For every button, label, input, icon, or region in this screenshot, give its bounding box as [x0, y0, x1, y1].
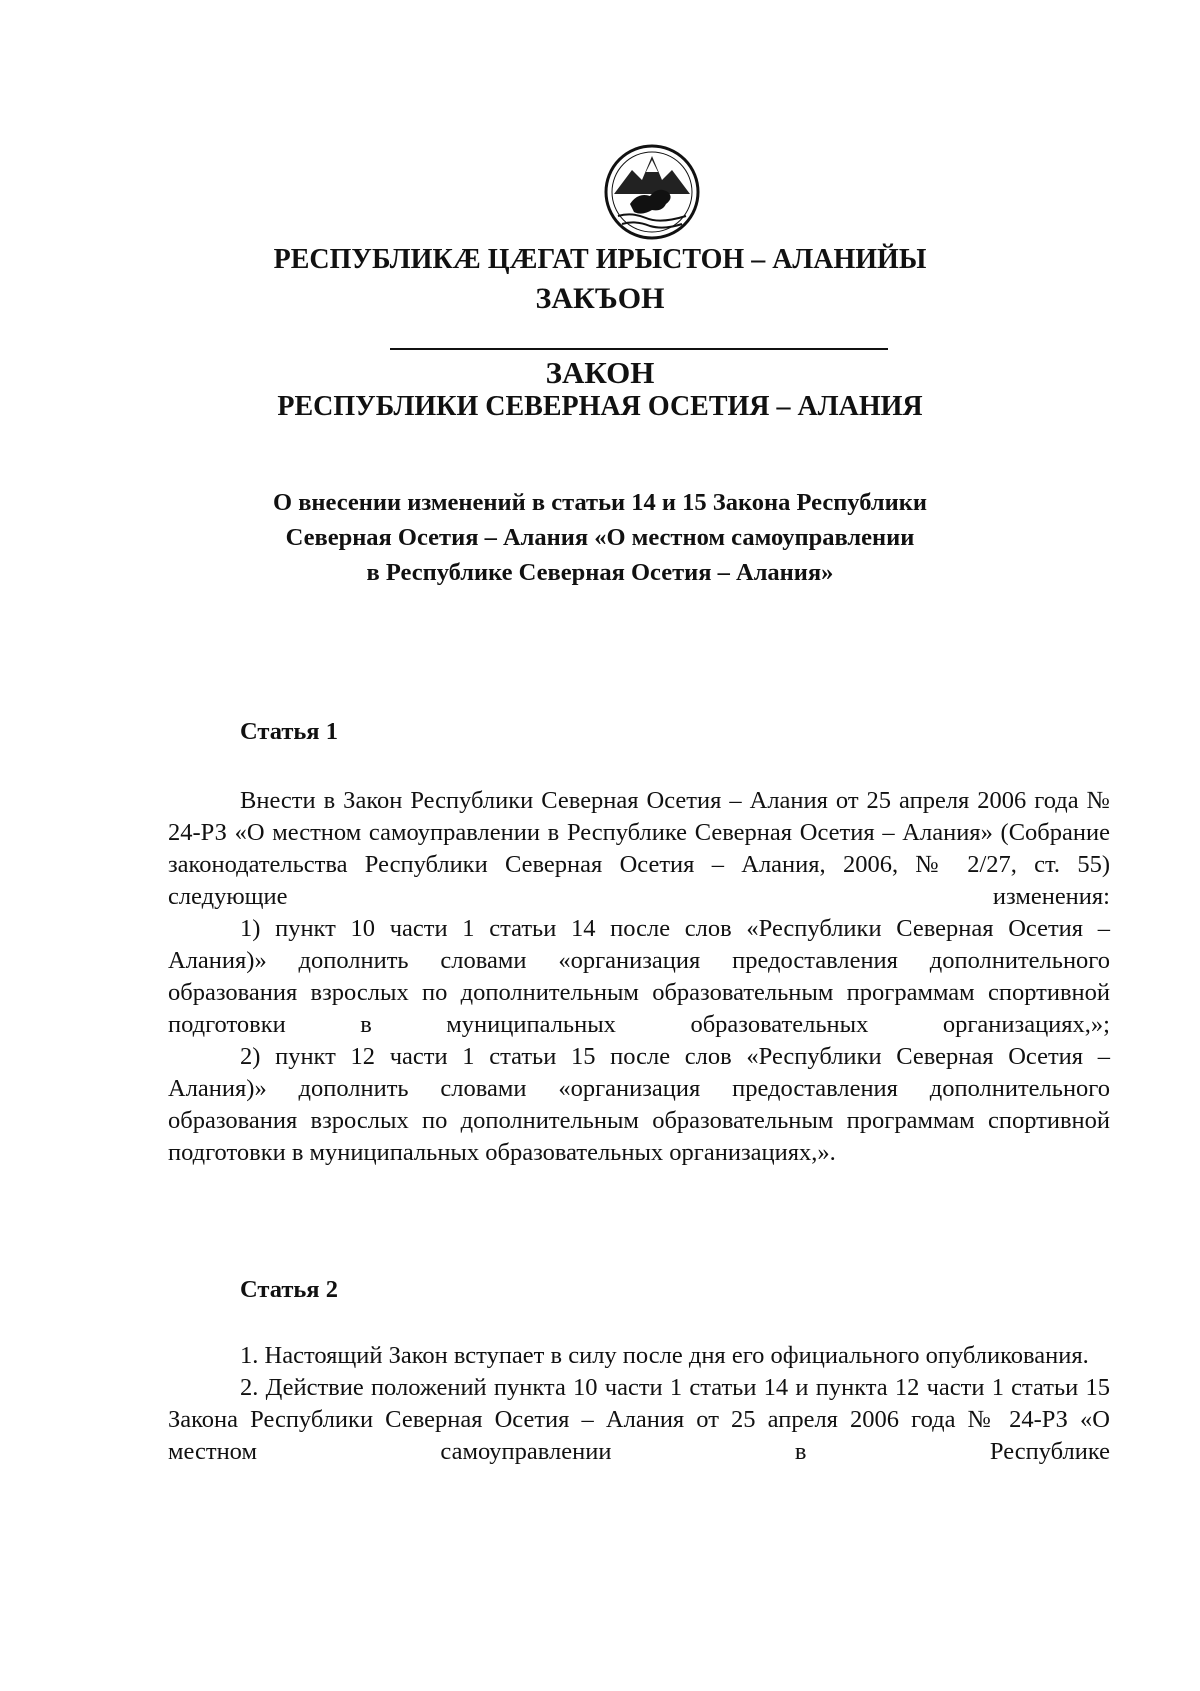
- article-1-item-1: 1) пункт 10 части 1 статьи 14 после слов «Республики Северная Осетия – Алания)» дополнить словами «организация предоставления дополнительного образования взрослых по дополнительным образовательным программам спортивной подготовки в муниципальных образовательных организациях,»;: [168, 915, 1110, 1038]
- article-2-item-2: 2. Действие положений пункта 10 части 1 статьи 14 и пункта 12 части 1 статьи 15 Закона Республики Северная Осетия – Алания от 25 апреля 2006 года № 24-РЗ «О местном самоуправлении в Республике: [168, 1374, 1110, 1465]
- ossetian-law-title: ЗАКЪОН: [535, 282, 665, 315]
- article-1-item-2: 2) пункт 12 части 1 статьи 15 после слов «Республики Северная Осетия – Алания)» дополнить словами «организация предоставления дополнительного образования взрослых по дополнительным образовательным программам спортивной подготовки в муниципальных образовательных организациях,».: [168, 1043, 1110, 1166]
- russian-law-title: ЗАКОН: [545, 355, 655, 390]
- article-1-intro: Внести в Закон Республики Северная Осетия – Алания от 25 апреля 2006 года № 24-РЗ «О местном самоуправлении в Республике Северная Осетия – Алания» (Собрание законодательства Республики Северная Осетия – Алания, 2006, № 2/27, ст. 55) следующие изменения:: [168, 787, 1110, 910]
- ossetian-republic-title: РЕСПУБЛИКӔ ЦӔГАТ ИРЫСТОН – АЛАНИЙЫ: [273, 244, 927, 275]
- article-1-title: Статья 1: [240, 718, 338, 745]
- russian-republic-title: РЕСПУБЛИКИ СЕВЕРНАЯ ОСЕТИЯ – АЛАНИЯ: [277, 391, 923, 422]
- article-2-item-1: 1. Настоящий Закон вступает в силу после дня его официального опубликования.: [240, 1342, 1089, 1369]
- header-divider: [390, 348, 888, 350]
- article-2-body: [168, 1340, 1110, 1468]
- article-2-title: Статья 2: [240, 1276, 338, 1303]
- coat-of-arms-icon: [602, 142, 702, 242]
- law-subject: [160, 485, 1040, 590]
- law-subject-line: О внесении изменений в статьи 14 и 15 Закона Республики: [273, 489, 927, 516]
- law-subject-line: в Республике Северная Осетия – Алания»: [366, 559, 834, 586]
- article-1-body: [168, 785, 1110, 1169]
- law-subject-line: Северная Осетия – Алания «О местном самоуправлении: [285, 524, 915, 551]
